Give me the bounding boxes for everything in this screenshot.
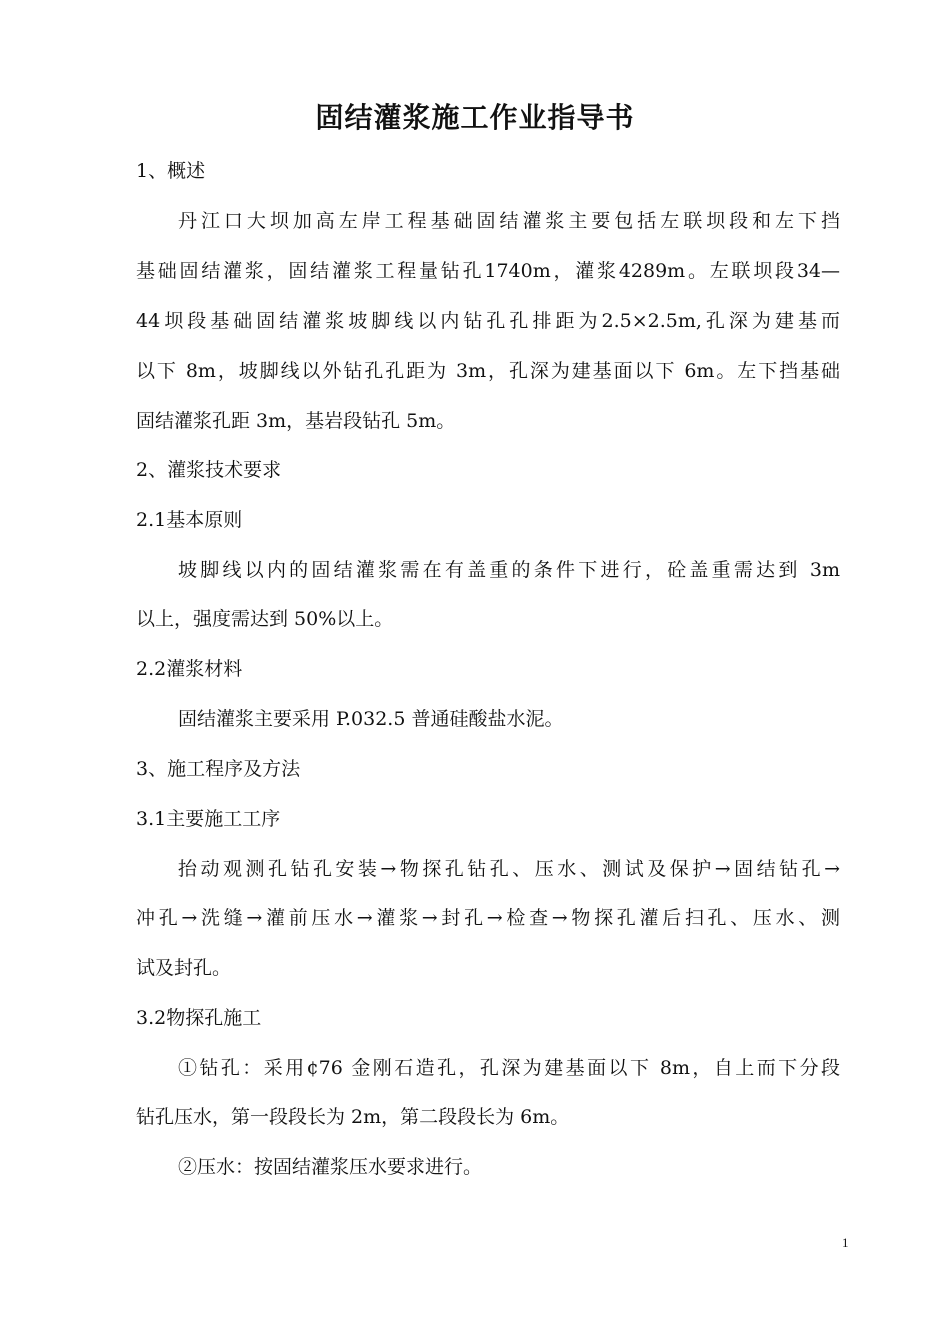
page-number: 1 bbox=[842, 1235, 849, 1250]
paragraph-line: 钻孔压水，第一段段长为 2m，第二段段长为 6m。 bbox=[136, 1106, 570, 1128]
paragraph-line: 固结灌浆主要采用 P.032.5 普通硅酸盐水泥。 bbox=[178, 708, 564, 730]
paragraph-line: ①钻孔：采用¢76 金刚石造孔，孔深为建基面以下 8m，自上而下分段 bbox=[178, 1057, 840, 1079]
subheading-2-2: 2.2灌浆材料 bbox=[136, 658, 243, 680]
paragraph-line: 以下 8m，坡脚线以外钻孔孔距为 3m，孔深为建基面以下 6m。左下挡基础 bbox=[136, 360, 840, 382]
heading-3: 3、施工程序及方法 bbox=[136, 758, 301, 780]
heading-2: 2、灌浆技术要求 bbox=[136, 459, 282, 481]
paragraph-line: 抬动观测孔钻孔安装→物探孔钻孔、压水、测试及保护→固结钻孔→ bbox=[178, 858, 840, 880]
paragraph-line: 坡脚线以内的固结灌浆需在有盖重的条件下进行，砼盖重需达到 3m bbox=[178, 559, 840, 581]
paragraph-line: 基础固结灌浆，固结灌浆工程量钻孔1740m，灌浆4289m。左联坝段34— bbox=[136, 260, 840, 282]
paragraph-line: 试及封孔。 bbox=[136, 957, 232, 979]
paragraph-line: ②压水：按固结灌浆压水要求进行。 bbox=[178, 1156, 483, 1178]
document-title: 固结灌浆施工作业指导书 bbox=[315, 101, 635, 134]
paragraph-line: 固结灌浆孔距 3m，基岩段钻孔 5m。 bbox=[136, 410, 456, 432]
subheading-3-1: 3.1主要施工工序 bbox=[136, 808, 281, 830]
subheading-2-1: 2.1基本原则 bbox=[136, 509, 243, 531]
paragraph-line: 冲孔→洗缝→灌前压水→灌浆→封孔→检查→物探孔灌后扫孔、压水、测 bbox=[136, 907, 840, 929]
paragraph-line: 以上，强度需达到 50%以上。 bbox=[136, 608, 394, 630]
subheading-3-2: 3.2物探孔施工 bbox=[136, 1007, 262, 1029]
paragraph-line: 44坝段基础固结灌浆坡脚线以内钻孔孔排距为2.5×2.5m,孔深为建基而 bbox=[136, 310, 840, 332]
heading-1: 1、概述 bbox=[136, 160, 206, 182]
paragraph-line: 丹江口大坝加高左岸工程基础固结灌浆主要包括左联坝段和左下挡 bbox=[178, 210, 840, 232]
